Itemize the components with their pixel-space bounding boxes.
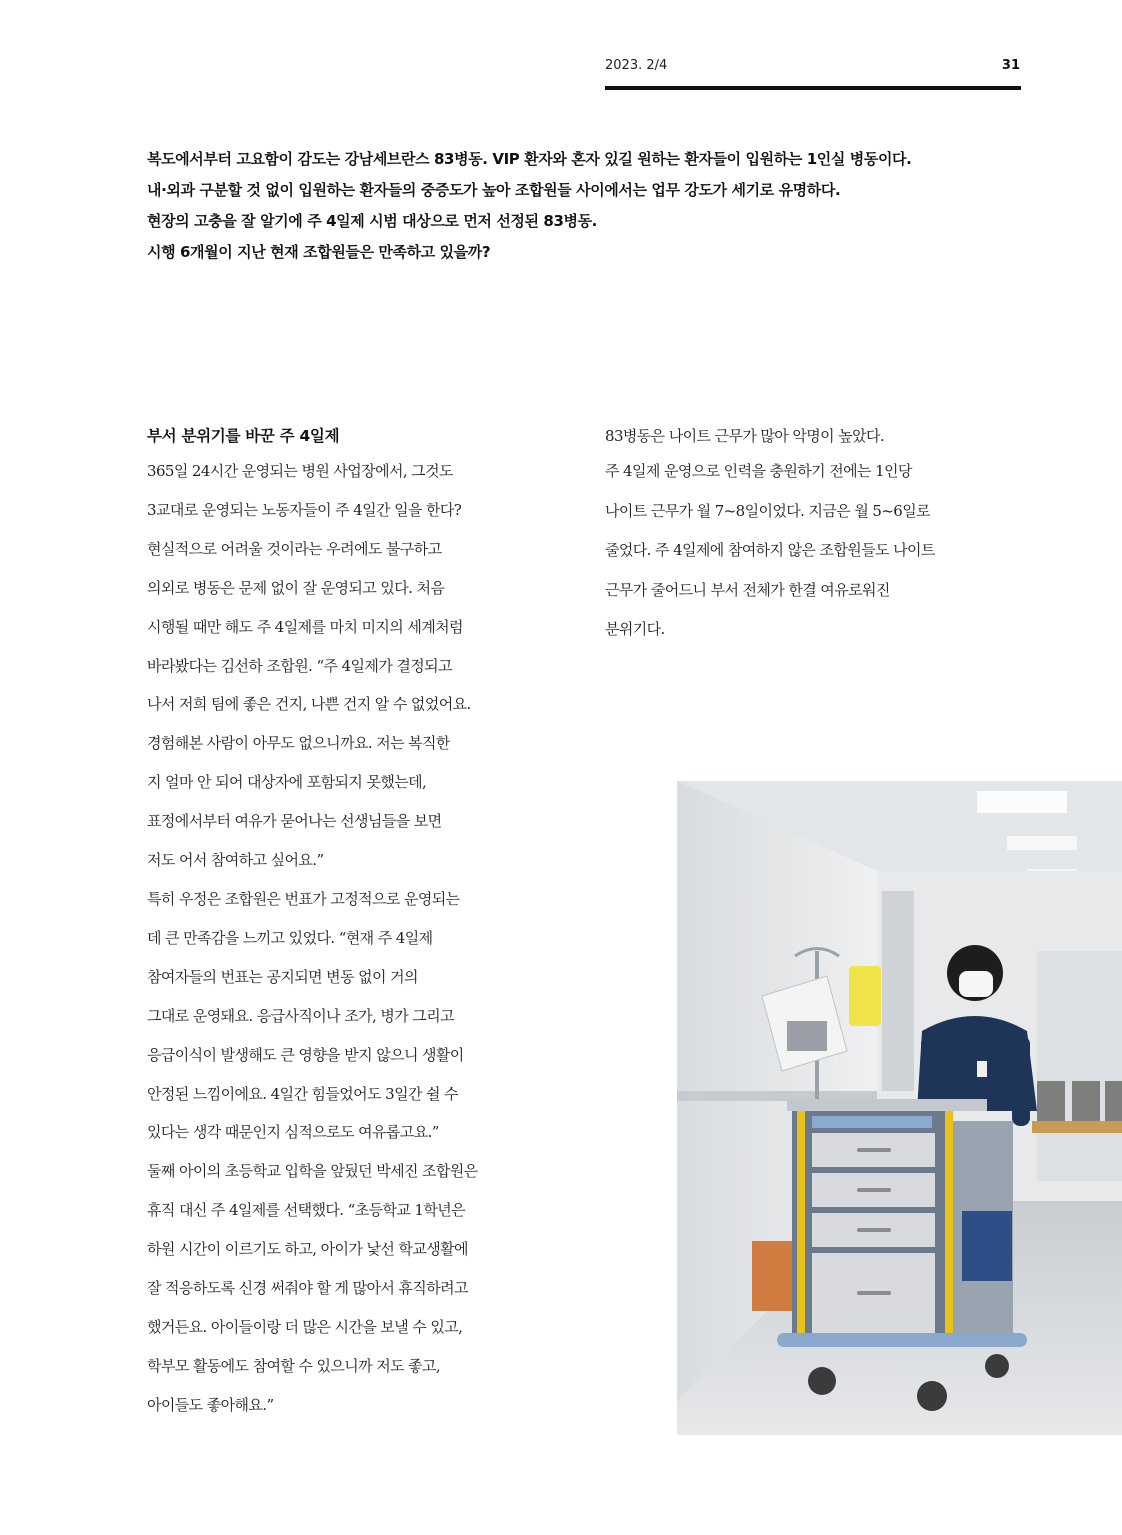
body-line: 아이들도 좋아해요.”	[147, 1395, 274, 1414]
section-subheading: 부서 분위기를 바꾼 주 4일제	[147, 427, 340, 445]
body-line: 365일 24시간 운영되는 병원 사업장에서, 그것도	[147, 462, 453, 480]
body-line: 나서 저희 팀에 좋은 건지, 나쁜 건지 알 수 없었어요.	[147, 695, 471, 714]
body-line: 바라봤다는 김선하 조합원. “주 4일제가 결정되고	[147, 656, 452, 675]
body-line: 주 4일제 운영으로 인력을 충원하기 전에는 1인당	[605, 462, 912, 480]
body-line: 학부모 활동에도 참여할 수 있으니까 저도 좋고,	[147, 1356, 441, 1375]
body-line: 했거든요. 아이들이랑 더 많은 시간을 보낼 수 있고,	[147, 1317, 463, 1336]
body-line: 데 큰 만족감을 느끼고 있었다. “현재 주 4일제	[147, 928, 433, 947]
body-line: 응급이식이 발생해도 큰 영향을 받지 않으니 생활이	[147, 1045, 464, 1064]
intro-lead	[147, 144, 1027, 268]
body-line: 현실적으로 어려울 것이라는 우려에도 불구하고	[147, 539, 442, 558]
header-rule	[605, 86, 1021, 90]
nurse-with-medication-cart-photo	[677, 781, 1122, 1435]
body-line: 줄었다. 주 4일제에 참여하지 않은 조합원들도 나이트	[605, 541, 935, 559]
body-line: 잘 적응하도록 신경 써줘야 할 게 많아서 휴직하려고	[147, 1279, 468, 1298]
intro-line: 내·외과 구분할 것 없이 입원하는 환자들의 중증도가 높아 조합원들 사이에서는 업무 강도가 세기로 유명하다.	[147, 181, 841, 199]
issue-date: 2023. 2/4	[605, 58, 668, 73]
body-line: 있다는 생각 때문인지 심적으로도 여유롭고요.”	[147, 1123, 439, 1142]
body-line: 분위기다.	[605, 620, 665, 638]
intro-line: 시행 6개월이 지난 현재 조합원들은 만족하고 있을까?	[147, 243, 491, 261]
body-line: 나이트 근무가 월 7~8일이었다. 지금은 월 5~6일로	[605, 501, 931, 520]
body-line: 표정에서부터 여유가 묻어나는 선생님들을 보면	[147, 812, 442, 831]
intro-line: 복도에서부터 고요함이 감도는 강남세브란스 83병동. VIP 환자와 혼자 있길 원하는 환자들이 입원하는 1인실 병동이다.	[147, 150, 912, 168]
body-line: 둘째 아이의 초등학교 입학을 앞뒀던 박세진 조합원은	[147, 1162, 478, 1181]
body-line: 참여자들의 번표는 공지되면 변동 없이 거의	[147, 967, 418, 986]
left-column	[147, 420, 577, 1425]
body-line: 저도 어서 참여하고 싶어요.”	[147, 851, 324, 870]
body-line: 83병동은 나이트 근무가 많아 악명이 높았다.	[605, 427, 885, 445]
body-line: 시행될 때만 해도 주 4일제를 마치 미지의 세계처럼	[147, 617, 463, 636]
intro-line: 현장의 고충을 잘 알기에 주 4일제 시범 대상으로 먼저 선정된 83병동.	[147, 212, 597, 230]
body-line: 3교대로 운영되는 노동자들이 주 4일간 일을 한다?	[147, 500, 462, 519]
body-line: 안정된 느낌이에요. 4일간 힘들었어도 3일간 쉴 수	[147, 1084, 458, 1103]
body-line: 특히 우정은 조합원은 번표가 고정적으로 운영되는	[147, 889, 460, 908]
right-column	[605, 420, 1045, 650]
body-line: 의외로 병동은 문제 없이 잘 운영되고 있다. 처음	[147, 578, 445, 597]
body-line: 그대로 운영돼요. 응급사직이나 조가, 병가 그리고	[147, 1006, 454, 1025]
body-line: 지 얼마 안 되어 대상자에 포함되지 못했는데,	[147, 773, 427, 792]
body-line: 경험해본 사람이 아무도 없으니까요. 저는 복직한	[147, 734, 450, 753]
body-line: 휴직 대신 주 4일제를 선택했다. “초등학교 1학년은	[147, 1201, 466, 1220]
body-line: 근무가 줄어드니 부서 전체가 한결 여유로워진	[605, 580, 890, 599]
page-number: 31	[1001, 58, 1020, 73]
body-line: 하원 시간이 이르기도 하고, 아이가 낯선 학교생활에	[147, 1240, 468, 1259]
